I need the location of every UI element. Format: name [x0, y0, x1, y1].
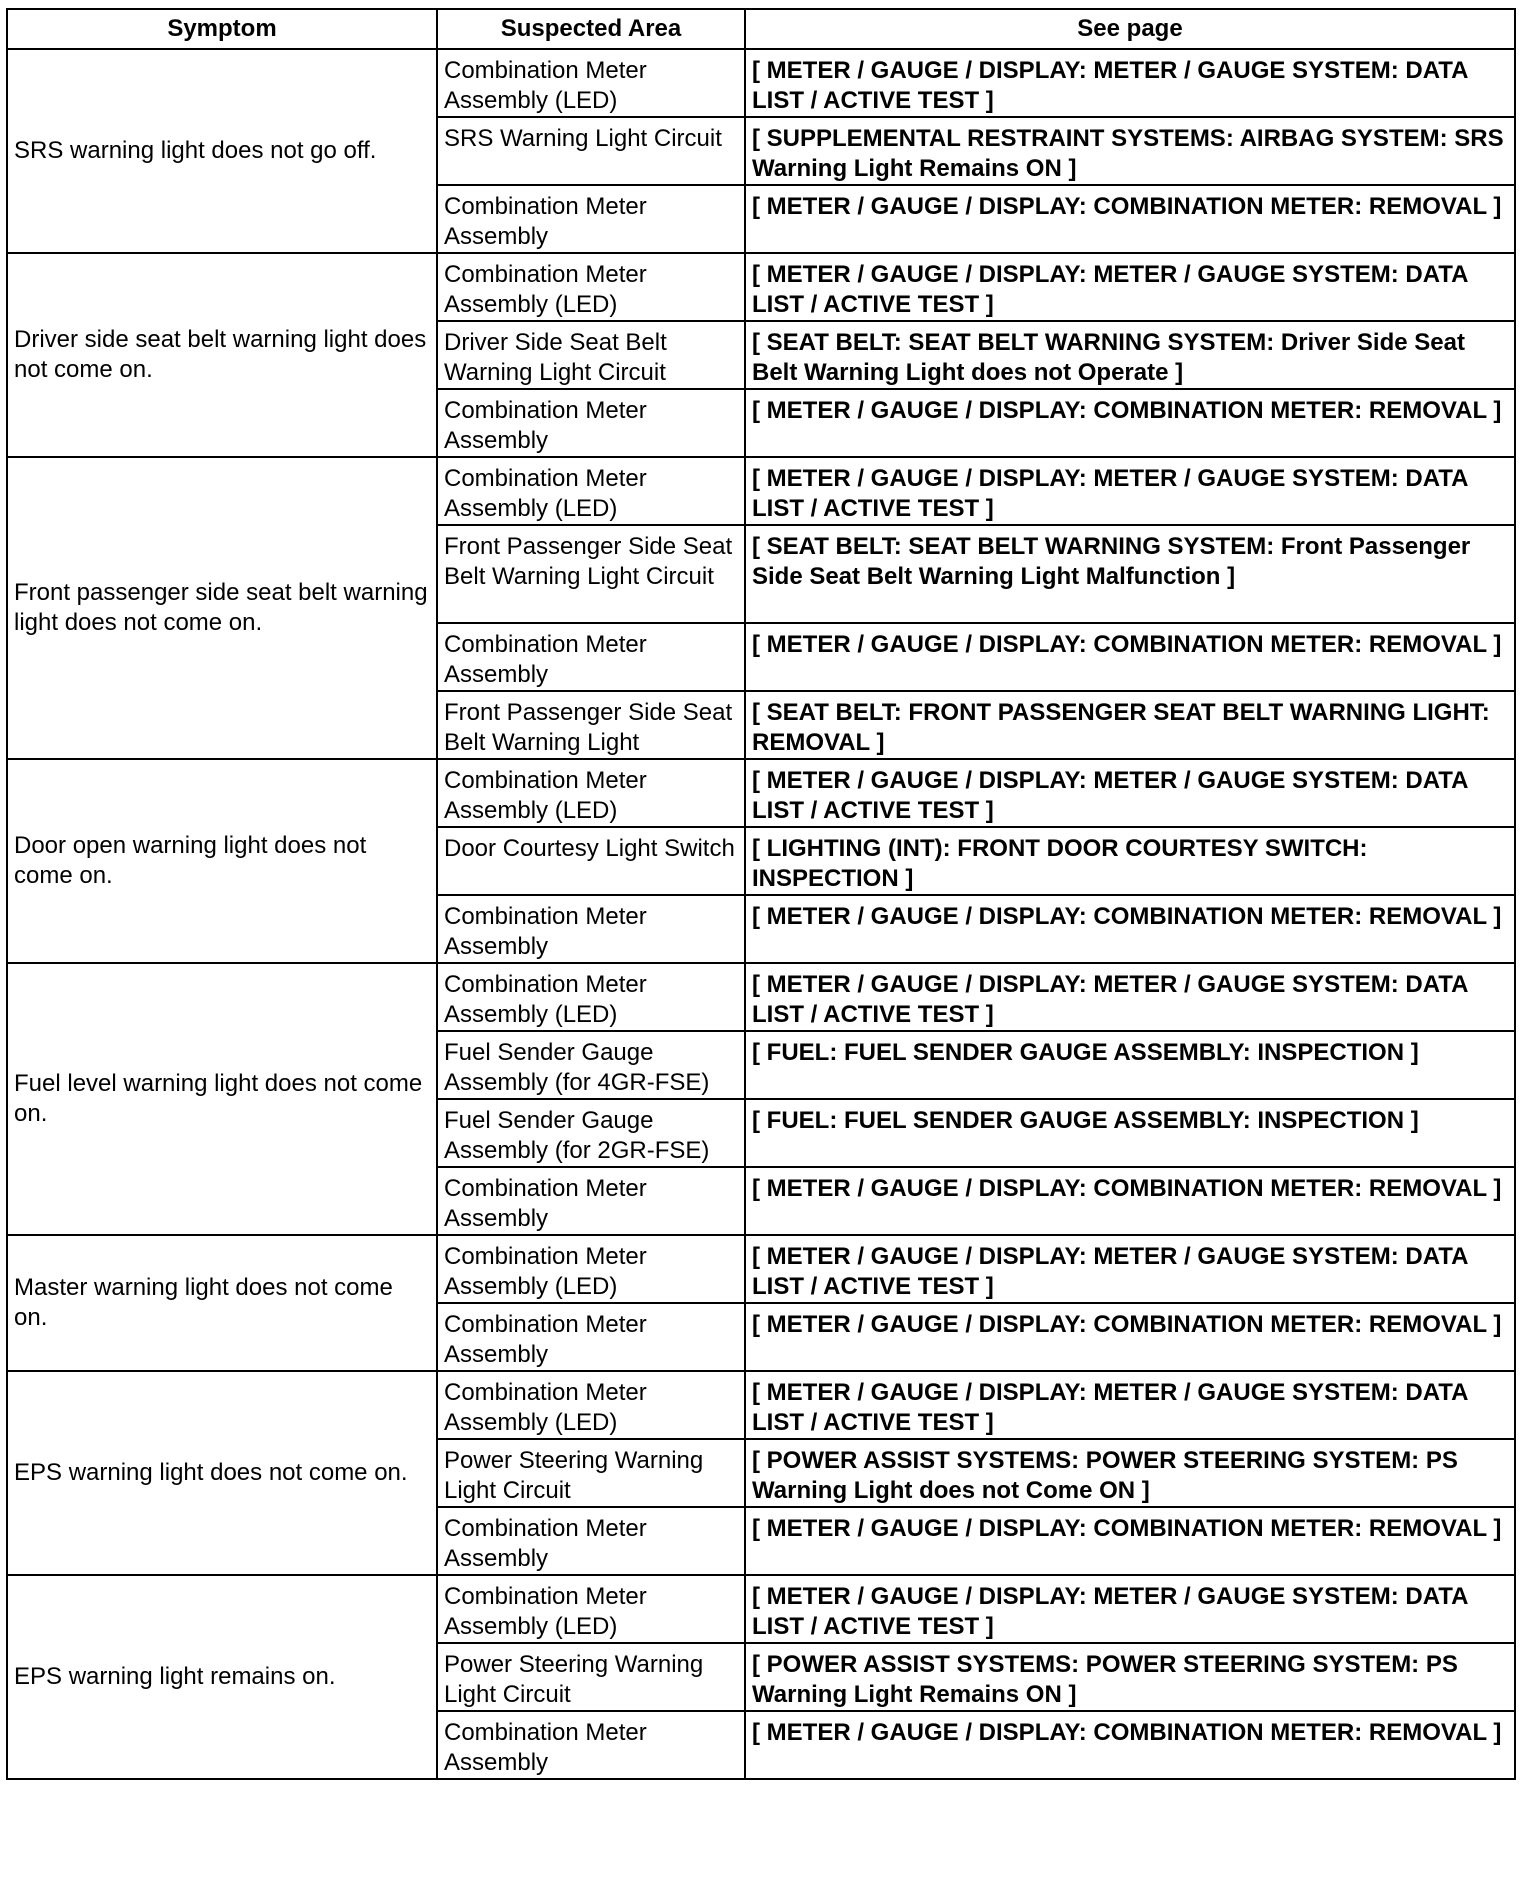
header-symptom: Symptom — [7, 9, 437, 49]
table-row — [7, 49, 1515, 117]
see-page-cell: [ SEAT BELT: FRONT PASSENGER SEAT BELT WARNING LIGHT: REMOVAL ] — [745, 691, 1515, 759]
suspected-area-cell: Combination Meter Assembly (LED) — [437, 1235, 745, 1303]
suspected-area-cell: Combination Meter Assembly — [437, 1711, 745, 1779]
symptom-cell: Master warning light does not come on. — [7, 1235, 437, 1371]
symptom-cell: Front passenger side seat belt warning light does not come on. — [7, 457, 437, 759]
see-page-cell: [ METER / GAUGE / DISPLAY: METER / GAUGE SYSTEM: DATA LIST / ACTIVE TEST ] — [745, 1575, 1515, 1643]
symptom-cell: Driver side seat belt warning light does not come on. — [7, 253, 437, 457]
symptom-cell: Door open warning light does not come on. — [7, 759, 437, 963]
symptom-cell: EPS warning light remains on. — [7, 1575, 437, 1779]
see-page-cell: [ METER / GAUGE / DISPLAY: METER / GAUGE SYSTEM: DATA LIST / ACTIVE TEST ] — [745, 253, 1515, 321]
suspected-area-cell: Combination Meter Assembly — [437, 1303, 745, 1371]
suspected-area-cell: Combination Meter Assembly — [437, 895, 745, 963]
see-page-cell: [ METER / GAUGE / DISPLAY: COMBINATION METER: REMOVAL ] — [745, 1711, 1515, 1779]
table-row — [7, 253, 1515, 321]
suspected-area-cell: Combination Meter Assembly — [437, 1167, 745, 1235]
suspected-area-cell: Power Steering Warning Light Circuit — [437, 1643, 745, 1711]
table-row — [7, 1575, 1515, 1643]
suspected-area-cell: Combination Meter Assembly — [437, 623, 745, 691]
suspected-area-cell: Combination Meter Assembly — [437, 389, 745, 457]
suspected-area-cell: Combination Meter Assembly (LED) — [437, 759, 745, 827]
see-page-cell: [ METER / GAUGE / DISPLAY: METER / GAUGE SYSTEM: DATA LIST / ACTIVE TEST ] — [745, 1371, 1515, 1439]
see-page-cell: [ LIGHTING (INT): FRONT DOOR COURTESY SWITCH: INSPECTION ] — [745, 827, 1515, 895]
header-see-page: See page — [745, 9, 1515, 49]
troubleshooting-table — [6, 8, 1516, 1780]
symptom-cell: SRS warning light does not go off. — [7, 49, 437, 253]
suspected-area-cell: Fuel Sender Gauge Assembly (for 4GR-FSE) — [437, 1031, 745, 1099]
table-row — [7, 1371, 1515, 1439]
header-suspected-area: Suspected Area — [437, 9, 745, 49]
see-page-cell: [ METER / GAUGE / DISPLAY: METER / GAUGE SYSTEM: DATA LIST / ACTIVE TEST ] — [745, 49, 1515, 117]
suspected-area-cell: Combination Meter Assembly — [437, 1507, 745, 1575]
table-row — [7, 1235, 1515, 1303]
see-page-cell: [ METER / GAUGE / DISPLAY: COMBINATION METER: REMOVAL ] — [745, 895, 1515, 963]
symptom-cell: EPS warning light does not come on. — [7, 1371, 437, 1575]
see-page-cell: [ METER / GAUGE / DISPLAY: COMBINATION METER: REMOVAL ] — [745, 1303, 1515, 1371]
table-row — [7, 457, 1515, 525]
symptom-cell: Fuel level warning light does not come on. — [7, 963, 437, 1235]
see-page-cell: [ METER / GAUGE / DISPLAY: COMBINATION METER: REMOVAL ] — [745, 185, 1515, 253]
see-page-cell: [ SUPPLEMENTAL RESTRAINT SYSTEMS: AIRBAG SYSTEM: SRS Warning Light Remains ON ] — [745, 117, 1515, 185]
table-row — [7, 963, 1515, 1031]
table-row — [7, 759, 1515, 827]
see-page-cell: [ METER / GAUGE / DISPLAY: METER / GAUGE SYSTEM: DATA LIST / ACTIVE TEST ] — [745, 457, 1515, 525]
suspected-area-cell: SRS Warning Light Circuit — [437, 117, 745, 185]
suspected-area-cell: Combination Meter Assembly — [437, 185, 745, 253]
see-page-cell: [ FUEL: FUEL SENDER GAUGE ASSEMBLY: INSPECTION ] — [745, 1031, 1515, 1099]
suspected-area-cell: Combination Meter Assembly (LED) — [437, 253, 745, 321]
see-page-cell: [ METER / GAUGE / DISPLAY: METER / GAUGE SYSTEM: DATA LIST / ACTIVE TEST ] — [745, 963, 1515, 1031]
see-page-cell: [ METER / GAUGE / DISPLAY: COMBINATION METER: REMOVAL ] — [745, 1167, 1515, 1235]
see-page-cell: [ METER / GAUGE / DISPLAY: METER / GAUGE SYSTEM: DATA LIST / ACTIVE TEST ] — [745, 1235, 1515, 1303]
suspected-area-cell: Front Passenger Side Seat Belt Warning Light — [437, 691, 745, 759]
see-page-cell: [ POWER ASSIST SYSTEMS: POWER STEERING SYSTEM: PS Warning Light does not Come ON ] — [745, 1439, 1515, 1507]
suspected-area-cell: Fuel Sender Gauge Assembly (for 2GR-FSE) — [437, 1099, 745, 1167]
see-page-cell: [ METER / GAUGE / DISPLAY: METER / GAUGE SYSTEM: DATA LIST / ACTIVE TEST ] — [745, 759, 1515, 827]
suspected-area-cell: Driver Side Seat Belt Warning Light Circuit — [437, 321, 745, 389]
suspected-area-cell: Power Steering Warning Light Circuit — [437, 1439, 745, 1507]
see-page-cell: [ METER / GAUGE / DISPLAY: COMBINATION METER: REMOVAL ] — [745, 389, 1515, 457]
suspected-area-cell: Combination Meter Assembly (LED) — [437, 1575, 745, 1643]
header-row — [7, 9, 1515, 49]
see-page-cell: [ METER / GAUGE / DISPLAY: COMBINATION METER: REMOVAL ] — [745, 1507, 1515, 1575]
suspected-area-cell: Combination Meter Assembly (LED) — [437, 49, 745, 117]
suspected-area-cell: Combination Meter Assembly (LED) — [437, 963, 745, 1031]
see-page-cell: [ METER / GAUGE / DISPLAY: COMBINATION METER: REMOVAL ] — [745, 623, 1515, 691]
see-page-cell: [ SEAT BELT: SEAT BELT WARNING SYSTEM: Front Passenger Side Seat Belt Warning Light Malfunction ] — [745, 525, 1515, 623]
see-page-cell: [ FUEL: FUEL SENDER GAUGE ASSEMBLY: INSPECTION ] — [745, 1099, 1515, 1167]
suspected-area-cell: Combination Meter Assembly (LED) — [437, 457, 745, 525]
see-page-cell: [ POWER ASSIST SYSTEMS: POWER STEERING SYSTEM: PS Warning Light Remains ON ] — [745, 1643, 1515, 1711]
suspected-area-cell: Door Courtesy Light Switch — [437, 827, 745, 895]
suspected-area-cell: Front Passenger Side Seat Belt Warning Light Circuit — [437, 525, 745, 623]
suspected-area-cell: Combination Meter Assembly (LED) — [437, 1371, 745, 1439]
see-page-cell: [ SEAT BELT: SEAT BELT WARNING SYSTEM: Driver Side Seat Belt Warning Light does not Operate ] — [745, 321, 1515, 389]
